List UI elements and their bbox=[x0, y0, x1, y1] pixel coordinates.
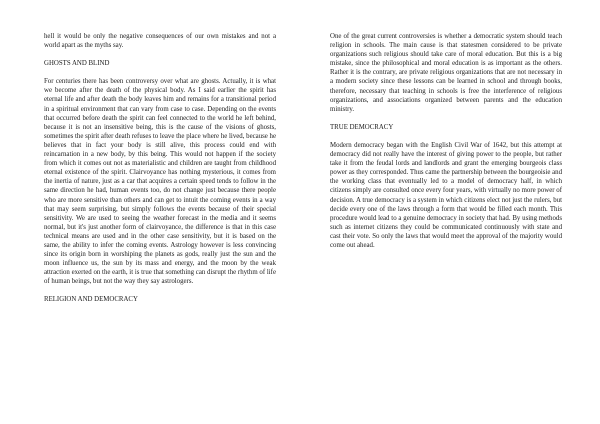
democracy-paragraph: Modern democracy began with the English Civil War of 1642, but this attempt at democracy did not really have the interest of giving power to the people, but rather take it from the feudal lords and landlords and grant the emerging bourgeois class power as they corresponded. Thus came the partnership between the bourgeoisie and the working class that eventually led to a model of democracy half, in which citizens simply are consulted once every four years, with virtually no more power of decision. A true democracy is a system in which citizens elect not just the rulers, but decide every one of the laws through a form that would be filled each month. This procedure would lead to a genuine democracy in society that had. By using methods such as internet citizens they could be communicated continuously with state and cast their vote. So only the laws that would meet the approval of the majority would come out ahead. bbox=[330, 141, 562, 249]
right-column bbox=[330, 32, 562, 250]
religion-paragraph: One of the great current controversies is whether a democratic system should teach religion in schools. The main cause is that statesmen considered to be private organizations such religious should take care of moral education. But this is a big mistake, since the philosophical and moral education is as important as the others. Rather it is the contrary, are private religious organizations that are not necessary in a modern society since these lessons can be learned in school and through books, therefore, necessary that teaching in schools is free the interference of religious organizations, and associations organized between parents and the education ministry. bbox=[330, 33, 562, 113]
left-column bbox=[44, 32, 276, 314]
religion-heading: RELIGION AND DEMOCRACY bbox=[44, 296, 138, 304]
democracy-heading: TRUE DEMOCRACY bbox=[330, 123, 394, 131]
ghosts-heading: GHOSTS AND BLIND bbox=[44, 60, 110, 68]
ghosts-paragraph: For centuries there has been controversy over what are ghosts. Actually, it is what we become after the death of the physical body. As I said earlier the spirit has eternal life and after death the body leaves him and remains for a transitional period in a spiritual environment that can vary from case to case. Depending on the events that occurred before death the spirit can feel connected to the world he left behind, because it is not an insensitive being, this is the cause of the visions of ghosts, sometimes the spirit after death refuses to leave the place where he lived, because he believes that in fact your body is still alive, this process could end with reincarnation in a new body, by this being. This would not happen if the society from which it comes out not as materialistic and children are taught from childhood eternal existence of the spirit. Clairvoyance has nothing mysterious, it comes from the inertia of nature, just as a car that acquires a certain speed tends to follow in the same direction he had, human events too, do not change just because there people who are more sensitive than others and can get to intuit the coming events in a way that may seem surprising, but simply follows the events because of their special sensitivity. We are used to seeing the weather forecast in the media and it seems normal, but it's just another form of clairvoyance, the difference is that in this case technical means are used and in the other case sensitivity, but it is based on the same, the ability to infer the coming events. Astrology however is less convincing since its origin born in worshiping the planets as gods, really just the sun and the moon influence us, the sun by its mass and energy, and the moon by the weak attraction exerted on the earth, it is true that something can disrupt the rhythm of life of human beings, but not the way they say astrologers. bbox=[44, 78, 276, 286]
intro-paragraph: hell it would be only the negative consequences of our own mistakes and not a world apart as the myths say. bbox=[44, 33, 276, 50]
